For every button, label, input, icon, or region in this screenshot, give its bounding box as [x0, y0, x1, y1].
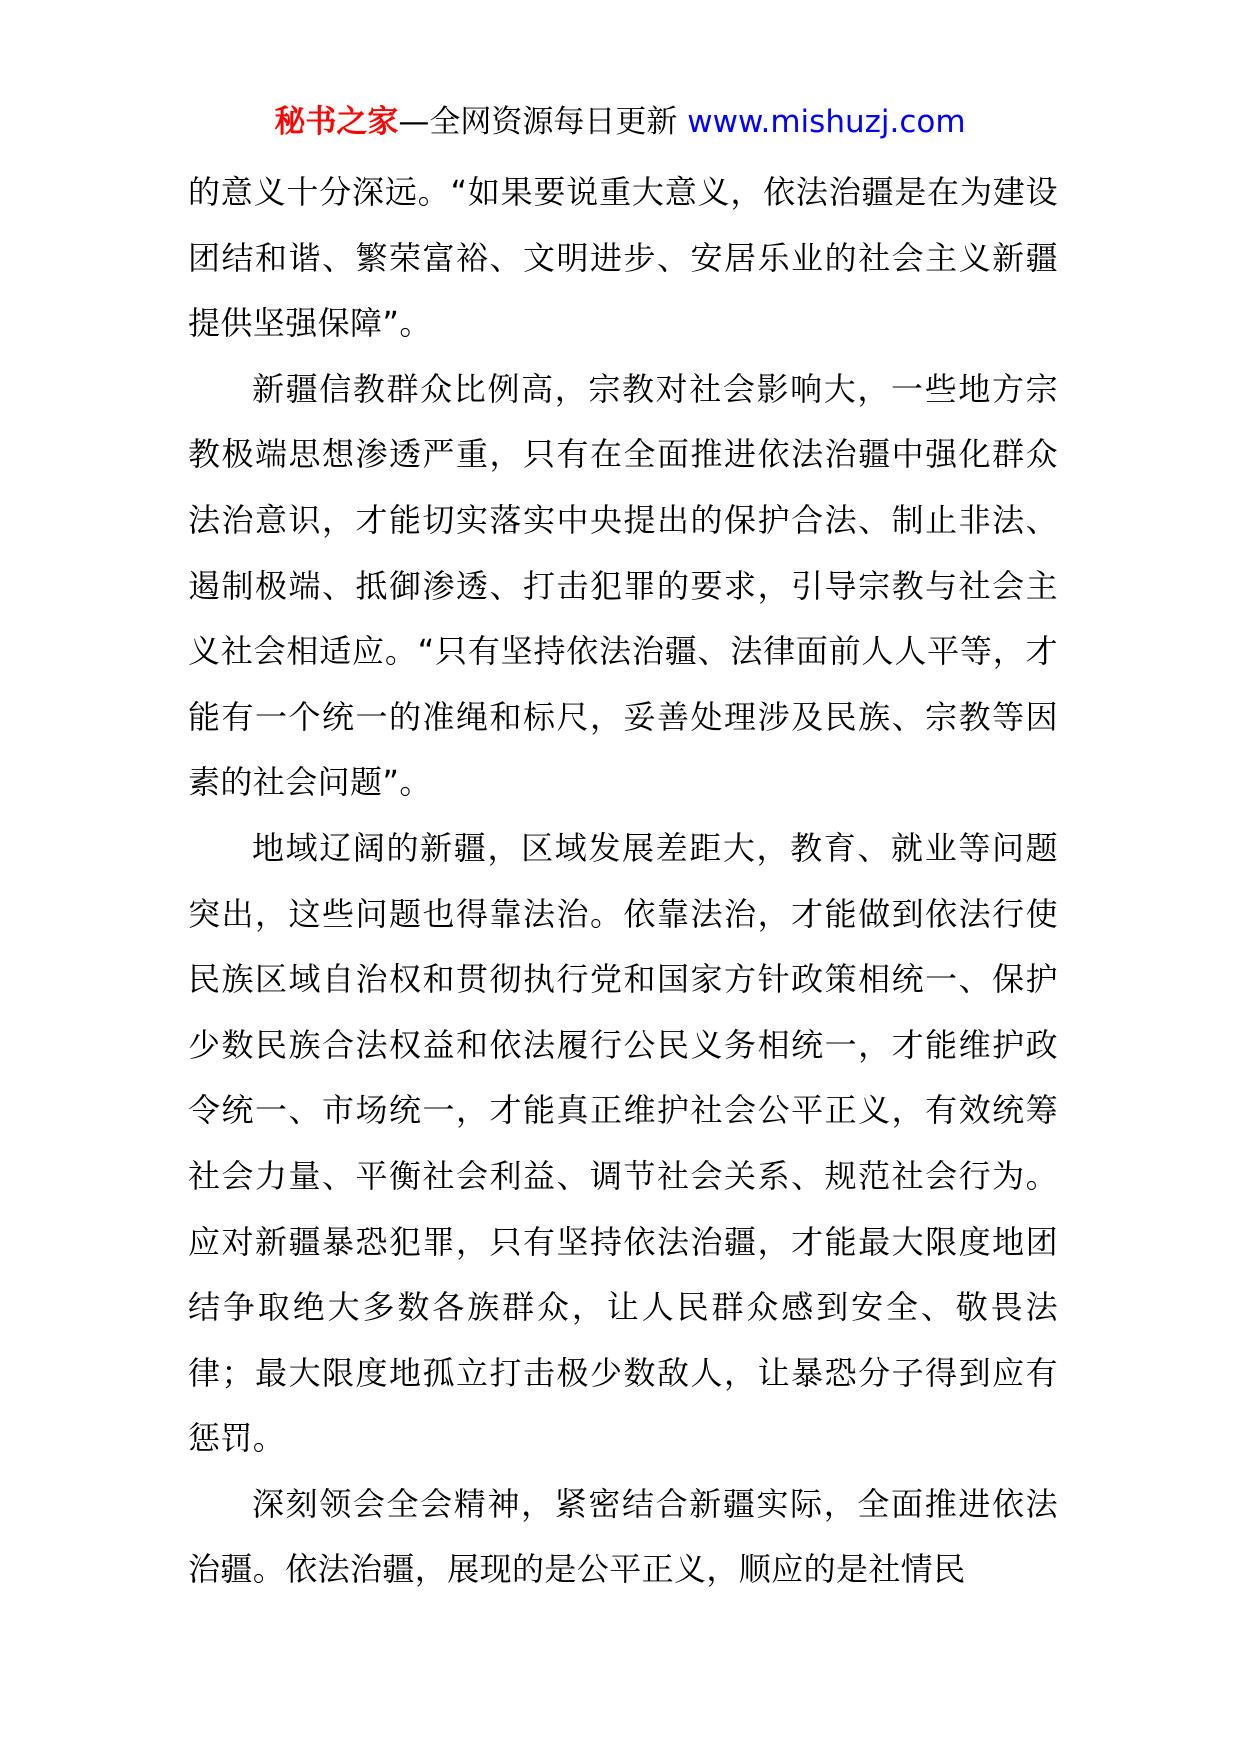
paragraph-3: 地域辽阔的新疆，区域发展差距大，教育、就业等问题突出，这些问题也得靠法治。依靠法治，才能做到依法行使民族区域自治权和贯彻执行党和国家方针政策相统一、保护少数民族合法权益和依法履行公民义务相统一，才能维护政令统一、市场统一，才能真正维护社会公平正义，有效统筹社会力量、平衡社会利益、调节社会关系、规范社会行为。应对新疆暴恐犯罪，只有坚持依法治疆，才能最大限度地团结争取绝大多数各族群众，让人民群众感到安全、敬畏法律；最大限度地孤立打击极少数敌人，让暴恐分子得到应有惩罚。: [188, 828, 1058, 1458]
header-tagline: —全网资源每日更新: [398, 104, 688, 140]
site-url-link[interactable]: www.mishuzj.com: [687, 104, 966, 140]
document-body: [188, 160, 1058, 1603]
brand-name: 秘书之家: [274, 104, 399, 140]
paragraph-1: 的意义十分深远。“如果要说重大意义，依法治疆是在为建设团结和谐、繁荣富裕、文明进步、安居乐业的社会主义新疆提供坚强保障”。: [188, 173, 1058, 343]
paragraph-4: 深刻领会全会精神，紧密结合新疆实际，全面推进依法治疆。依法治疆，展现的是公平正义，顺应的是社情民: [188, 1484, 1058, 1589]
paragraph-2: 新疆信教群众比例高，宗教对社会影响大，一些地方宗教极端思想渗透严重，只有在全面推进依法治疆中强化群众法治意识，才能切实落实中央提出的保护合法、制止非法、遏制极端、抵御渗透、打击犯罪的要求，引导宗教与社会主义社会相适应。“只有坚持依法治疆、法律面前人人平等，才能有一个统一的准绳和标尺，妥善处理涉及民族、宗教等因素的社会问题”。: [188, 369, 1058, 802]
watermark-header: [0, 100, 1240, 144]
